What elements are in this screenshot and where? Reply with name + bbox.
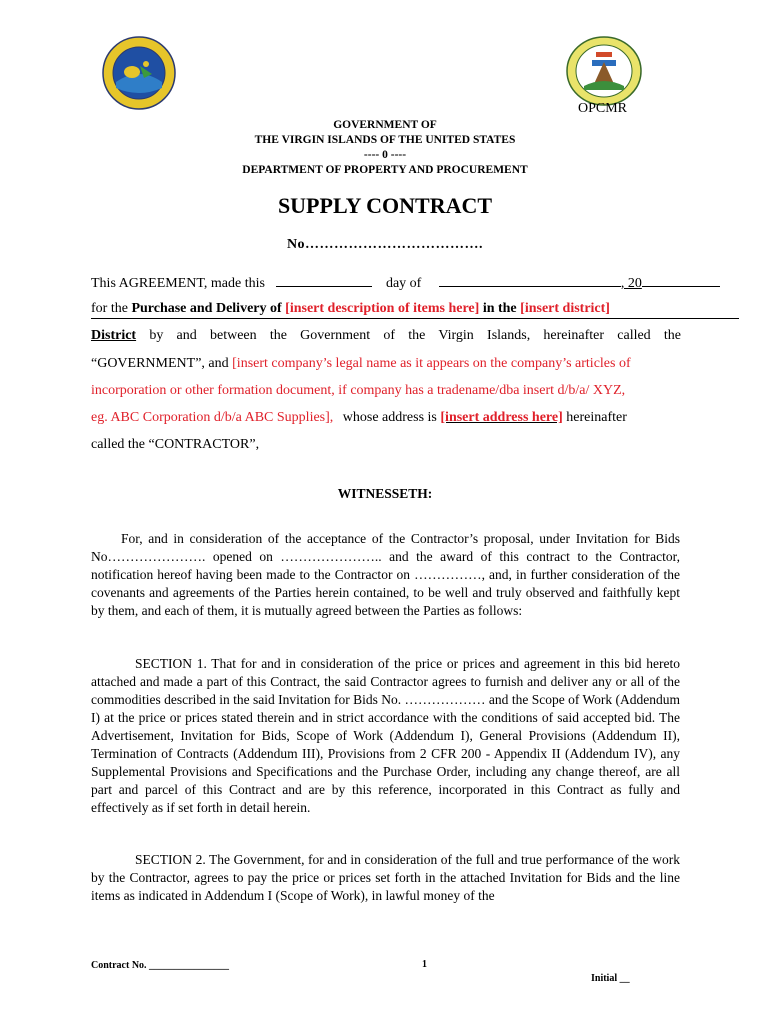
district-word: District bbox=[91, 328, 137, 343]
header-line-2: THE VIRGIN ISLANDS OF THE UNITED STATES bbox=[254, 134, 516, 146]
agreement-line-4 bbox=[91, 355, 631, 373]
agreement-line-2 bbox=[91, 300, 739, 319]
by-between-text: by and between the Government of the Virgin Islands, hereinafter called the bbox=[149, 328, 682, 343]
section-2-paragraph bbox=[91, 851, 680, 905]
year-text: , 20 bbox=[620, 276, 642, 291]
agreement-line-6 bbox=[91, 409, 627, 427]
hereinafter-text: hereinafter bbox=[566, 410, 627, 425]
company-placeholder-3: eg. ABC Corporation d/b/a ABC Supplies], bbox=[91, 410, 334, 425]
vi-government-seal-icon bbox=[102, 36, 176, 110]
items-placeholder: [insert description of items here] bbox=[285, 301, 480, 316]
opcmr-seal-icon bbox=[566, 36, 642, 106]
header-line-3: ---- 0 ---- bbox=[363, 149, 407, 161]
whose-address-text: whose address is bbox=[342, 410, 437, 425]
agreement-line-3 bbox=[91, 327, 681, 345]
intro-text: For, and in consideration of the acceptance of the Contractor’s proposal, under Invitation for Bids No…………………. opened on ………………….. and the award of this contract to the Contractor, notification hereof having been made to the Contractor on ……………, and, in further consideration of the covenants and agreements of the Parties herein contained, to be well and truly observed and faithfully kept by them, and each of them, it is mutually agreed between the Parties as follows: bbox=[91, 531, 680, 618]
opcmr-label: OPCMR bbox=[578, 101, 628, 116]
section-2-text: SECTION 2. The Government, for and in consideration of the full and true performance of the work by the Contractor, agrees to pay the price or prices set forth in the attached Invitation for Bids and the line items as indicated in Addendum I (Scope of Work), in lawful money of the bbox=[91, 852, 680, 903]
page-number: 1 bbox=[422, 959, 427, 970]
made-this-text: This AGREEMENT, made this bbox=[91, 276, 265, 291]
section-1-text: SECTION 1. That for and in consideration of the price or prices and agreement in this bid hereto attached and made a part of this Contract, the said Contractor agrees to furnish and deliver any or all of the commodities described in the said Invitation for Bids No. ……………… and the Scope of Work (Addendum I) at the price or prices stated therein and in strict accordance with the conditions of said accepted bid. The Advertisement, Invitation for Bids, Scope of Work (Addendum I), General Provisions (Addendum II), Termination of Contracts (Addendum III), Provisions from 2 CFR 200 - Appendix II (Addendum IV), any Supplemental Provisions and Specifications and the Purchase Order, including any change thereof, are all part and parcel of this Contract and are by this reference, incorporated in this Contract as fully and effectively as if set forth in detail herein. bbox=[91, 656, 680, 815]
year-blank[interactable] bbox=[642, 273, 720, 287]
for-the-text: for the bbox=[91, 301, 128, 316]
header-line-4: DEPARTMENT OF PROPERTY AND PROCUREMENT bbox=[242, 164, 528, 176]
company-placeholder-1: [insert company’s legal name as it appears on the company’s articles of bbox=[232, 356, 631, 371]
government-called-text: “GOVERNMENT”, and bbox=[91, 356, 229, 371]
day-of-text: day of bbox=[385, 276, 422, 291]
agreement-line-1 bbox=[91, 273, 720, 293]
month-blank[interactable] bbox=[439, 273, 621, 287]
section-1-paragraph bbox=[91, 655, 680, 817]
called-contractor-text: called the “CONTRACTOR”, bbox=[91, 437, 260, 452]
contract-number: No………………………………. bbox=[286, 237, 484, 252]
document-title: SUPPLY CONTRACT bbox=[277, 193, 493, 218]
header-line-1: GOVERNMENT OF bbox=[333, 119, 437, 131]
footer-contract-no: Contract No. ________________ bbox=[91, 960, 230, 971]
intro-paragraph bbox=[91, 530, 680, 620]
in-the-text: in the bbox=[482, 301, 517, 316]
address-placeholder: [insert address here] bbox=[440, 410, 563, 425]
footer-initial: Initial __ bbox=[591, 973, 630, 984]
day-blank[interactable] bbox=[276, 273, 372, 287]
district-placeholder: [insert district] bbox=[520, 301, 610, 316]
company-placeholder-2: incorporation or other formation document, if company has a tradename/dba insert d/b/a/ XYZ, bbox=[91, 383, 626, 398]
purchase-delivery-text: Purchase and Delivery of bbox=[131, 301, 282, 316]
witnesseth-heading: WITNESSETH: bbox=[337, 486, 433, 501]
